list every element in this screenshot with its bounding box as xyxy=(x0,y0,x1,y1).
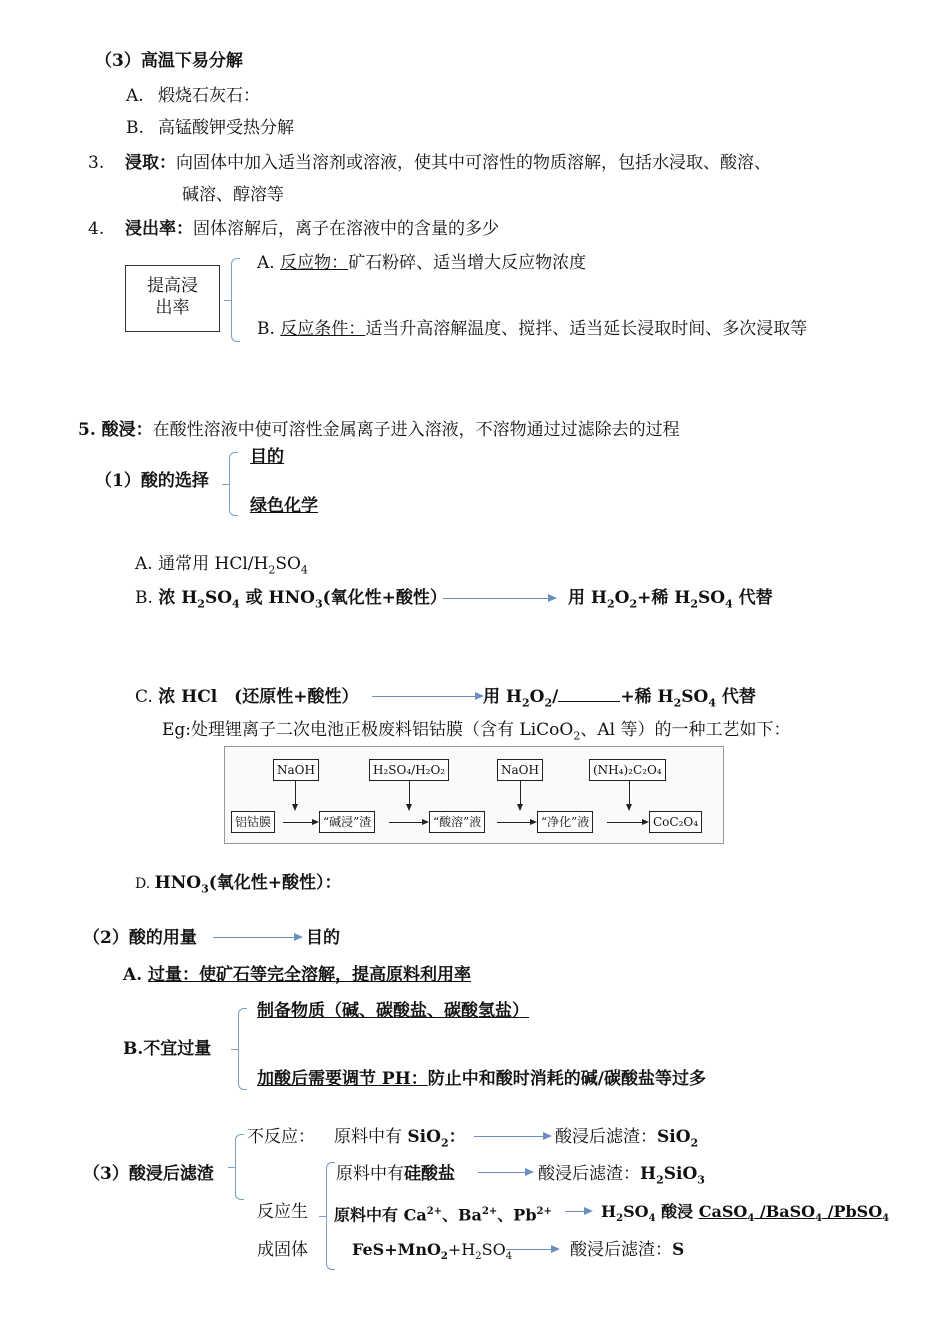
arrow xyxy=(213,937,301,938)
amount-b2: 加酸后需要调节 PH：防止中和酸时消耗的碱/碳酸盐等过多 xyxy=(257,1069,706,1089)
item-3-text-cont: 碱溶、醇溶等 xyxy=(182,185,284,205)
choice-green: 绿色化学 xyxy=(250,496,318,516)
reagent-box: (NH₄)₂C₂O₄ xyxy=(589,759,666,781)
flow-arrow xyxy=(629,781,630,809)
item-number: 4. xyxy=(88,219,105,239)
flow-arrow xyxy=(389,822,427,823)
box-line: 出率 xyxy=(155,298,190,318)
arrow xyxy=(474,1136,550,1137)
process-flow xyxy=(224,746,724,844)
arrow xyxy=(506,1249,558,1250)
node-box: “酸溶”液 xyxy=(429,811,485,833)
silicate-source: 原料中有硅酸盐 xyxy=(336,1164,455,1184)
brace xyxy=(235,1134,244,1200)
fes-source: $FeS+MnO_2+H_2SO_4$ xyxy=(352,1240,513,1263)
reagent-box: H₂SO₄/H₂O₂ xyxy=(369,759,449,781)
fes-result: 酸浸后滤渣：S xyxy=(570,1240,685,1260)
amount-a: A. 过量：使矿石等完全溶解，提高原料利用率 xyxy=(123,965,472,985)
flow-arrow xyxy=(520,781,521,809)
item-5-text: 5. 酸浸：在酸性溶液中使可溶性金属离子进入溶液，不溶物通过过滤除去的过程 xyxy=(78,420,680,440)
arrow xyxy=(443,598,555,599)
no-reaction-result: 酸浸后滤渣：SiO$_2$ xyxy=(555,1127,699,1150)
node-box: 铝钴膜 xyxy=(231,811,275,833)
cation-result: $H_2SO_4$ 酸浸 CaSO$_4$ /BaSO$_4$ /PbSO$_4$ xyxy=(601,1202,890,1225)
no-reaction: 不反应： xyxy=(247,1127,315,1147)
example-text: Eg:处理锂离子二次电池正极废料铝钴膜（含有 LiCoO$_2$、Al 等）的一种工艺如下： xyxy=(162,720,791,743)
item-3-text: 浸取：向固体中加入适当溶剂或溶液，使其中可溶性的物质溶解，包括水浸取、酸溶、 xyxy=(125,153,771,173)
section-title: （3）高温下易分解 xyxy=(95,51,243,71)
reagent-box: NaOH xyxy=(497,759,543,781)
brace xyxy=(238,1008,247,1090)
fill-blank[interactable] xyxy=(558,686,620,702)
flow-arrow xyxy=(295,781,296,809)
subsection-title: （1）酸的选择 xyxy=(95,471,209,491)
reaction-label: 成固体 xyxy=(257,1240,308,1260)
brace xyxy=(229,452,238,516)
subsection-title: （2）酸的用量 xyxy=(83,928,197,948)
arrow xyxy=(372,696,482,697)
brace xyxy=(231,258,240,342)
list-item: 高锰酸钾受热分解 xyxy=(158,118,294,138)
arrow xyxy=(478,1172,532,1173)
flow-arrow xyxy=(607,822,647,823)
flow-arrow xyxy=(283,822,317,823)
amount-b1: 制备物质（碱、碳酸盐、碳酸氢盐） xyxy=(257,1001,529,1021)
reagent-box: NaOH xyxy=(273,759,319,781)
cation-source: 原料中有 $Ca^{2+}$、$Ba^{2+}$、$Pb^{2+}$ xyxy=(334,1205,552,1225)
item-number: 3. xyxy=(88,153,105,173)
list-item: 煅烧石灰石： xyxy=(158,86,260,106)
choice-goal: 目的 xyxy=(250,447,284,467)
line-b: B. 浓 $H_2SO_4$ 或 $HNO_3$(氧化性+酸性） xyxy=(135,588,447,611)
list-marker: A. xyxy=(126,86,144,106)
node-box: “净化”液 xyxy=(537,811,593,833)
reaction-label: 反应生 xyxy=(257,1202,308,1222)
line-c-result: 用 $H_2O_2/$ +稀 $H_2SO_4$ 代替 xyxy=(483,687,756,710)
arrow xyxy=(565,1211,591,1212)
flow-arrow xyxy=(497,822,535,823)
flow-arrow xyxy=(409,781,410,809)
item-4-text: 浸出率：固体溶解后，离子在溶液中的含量的多少 xyxy=(125,219,499,239)
node-box: “碱浸”渣 xyxy=(319,811,375,833)
subsection-title: （3）酸浸后滤渣 xyxy=(83,1164,214,1184)
list-marker: B. xyxy=(126,118,144,138)
amount-goal: 目的 xyxy=(306,928,340,948)
line-a: A. 通常用 HCl/$H_2SO_4$ xyxy=(135,554,308,577)
line-b-result: 用 $H_2O_2+$稀 $H_2SO_4$ 代替 xyxy=(568,588,773,611)
node-box: CoC₂O₄ xyxy=(649,811,702,833)
line-c: C. 浓 HCl (还原性+酸性） xyxy=(135,687,359,707)
item-4-b: B. 反应条件：适当升高溶解温度、搅拌、适当延长浸取时间、多次浸取等 xyxy=(257,319,808,339)
amount-b-label: B.不宜过量 xyxy=(123,1039,212,1059)
item-4-a: A. 反应物：矿石粉碎、适当增大反应物浓度 xyxy=(257,253,587,273)
line-d: D. $HNO_3$(氧化性+酸性）： xyxy=(135,873,342,896)
no-reaction-source: 原料中有 SiO$_2$： xyxy=(334,1127,466,1150)
silicate-result: 酸浸后滤渣：$H_2SiO_3$ xyxy=(538,1164,705,1187)
box-line: 提高浸 xyxy=(147,276,198,296)
concept-box xyxy=(125,265,220,332)
